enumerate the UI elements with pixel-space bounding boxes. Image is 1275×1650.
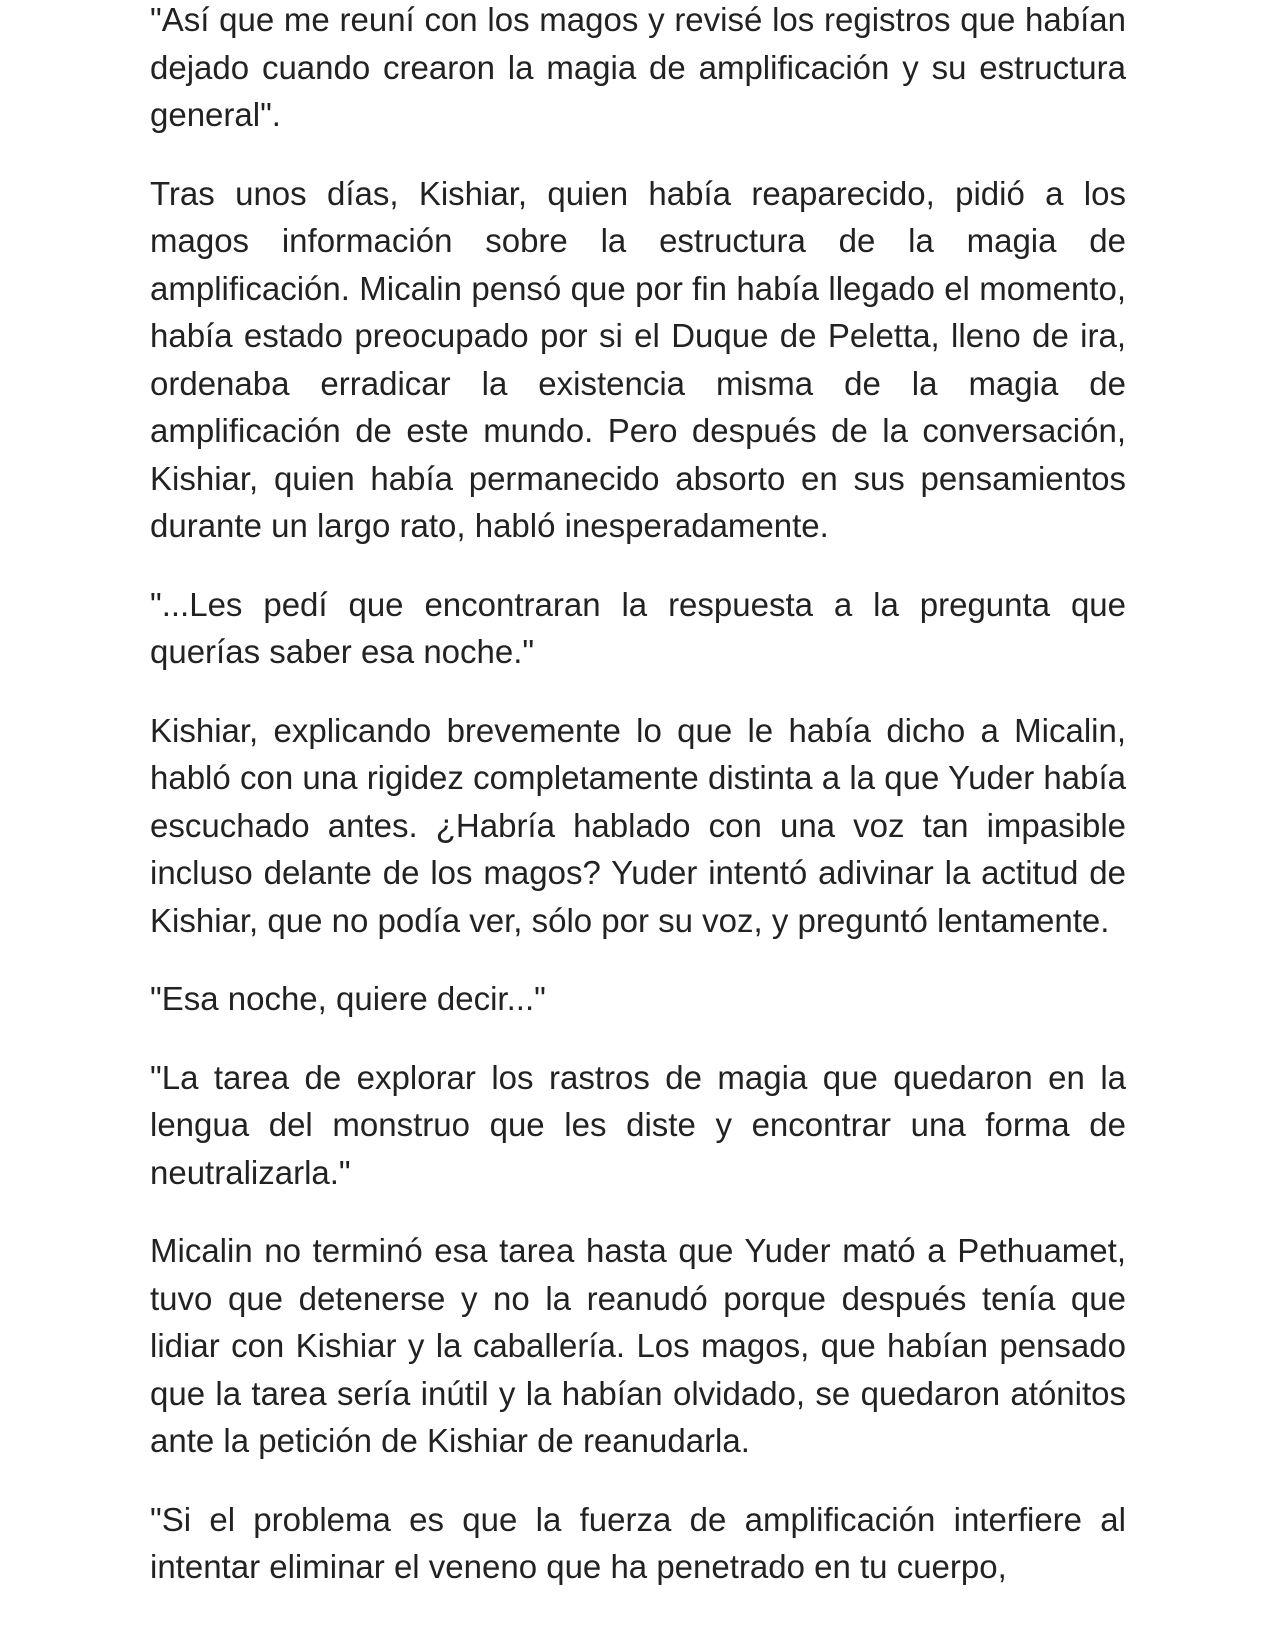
paragraph: Kishiar, explicando brevemente lo que le había dicho a Micalin, habló con una rigidez completamente distinta a la que Yuder había escuchado antes. ¿Habría hablado con una voz tan impasible incluso delante de los magos? Yuder intentó adivinar la actitud de Kishiar, que no podía ver, sólo por su voz, y preguntó lentamente. xyxy=(150,711,1126,939)
paragraph: Tras unos días, Kishiar, quien había reaparecido, pidió a los magos información sobre la estructura de la magia de amplificación. Micalin pensó que por fin había llegado el momento, había estado preocupado por si el Duque de Peletta, lleno de ira, ordenaba erradicar la existencia misma de la magia de amplificación de este mundo. Pero después de la conversación, Kishiar, quien había permanecido absorto en sus pensamientos durante un largo rato, habló inesperadamente. xyxy=(150,174,1126,544)
paragraph: "...Les pedí que encontraran la respuesta a la pregunta que querías saber esa noche." xyxy=(150,585,1126,670)
document-page xyxy=(150,0,1126,1622)
paragraph: "Esa noche, quiere decir..." xyxy=(150,980,546,1017)
paragraph: "Si el problema es que la fuerza de amplificación interfiere al intentar eliminar el veneno que ha penetrado en tu cuerpo, xyxy=(150,1500,1126,1585)
paragraph: "Así que me reuní con los magos y revisé los registros que habían dejado cuando crearon la magia de amplificación y su estructura general". xyxy=(150,1,1126,133)
paragraph: "La tarea de explorar los rastros de magia que quedaron en la lengua del monstruo que les diste y encontrar una forma de neutralizarla." xyxy=(150,1058,1126,1191)
paragraph: Micalin no terminó esa tarea hasta que Yuder mató a Pethuamet, tuvo que detenerse y no la reanudó porque después tenía que lidiar con Kishiar y la caballería. Los magos, que habían pensado que la tarea sería inútil y la habían olvidado, se quedaron atónitos ante la petición de Kishiar de reanudarla. xyxy=(150,1232,1126,1459)
